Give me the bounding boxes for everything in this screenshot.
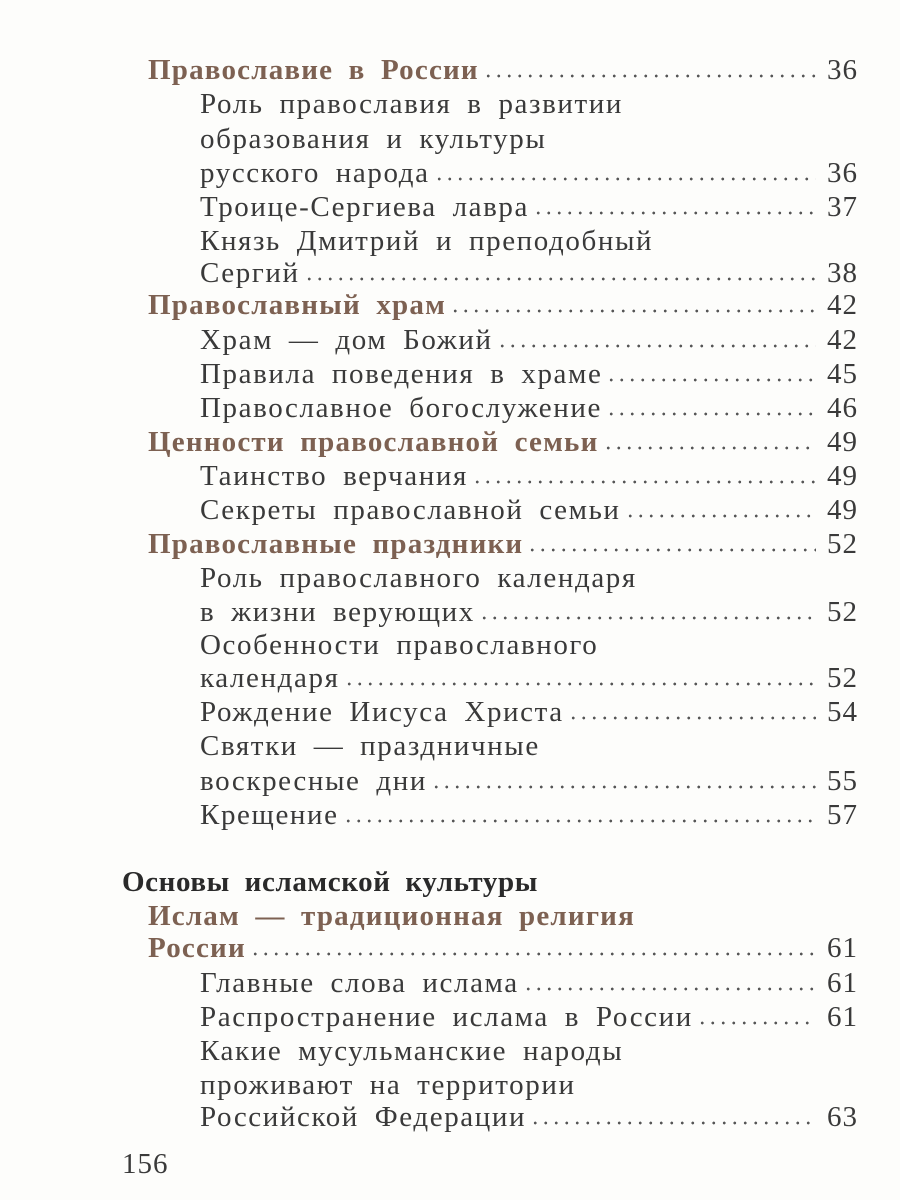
toc-page-number: 36 xyxy=(827,53,858,86)
toc-title: русского народа xyxy=(200,156,430,189)
toc-page-number: 55 xyxy=(827,764,858,797)
toc-entry xyxy=(200,255,858,291)
toc-title: Распространение ислама в России xyxy=(200,1000,693,1033)
toc-entry xyxy=(200,763,858,799)
toc-title: Православные праздники xyxy=(148,527,524,560)
toc-entry xyxy=(200,999,858,1035)
toc-title: Сергий xyxy=(200,256,300,289)
toc-page-number: 61 xyxy=(827,931,858,964)
dot-leader xyxy=(344,681,816,687)
toc-title: Таинство верчания xyxy=(200,459,468,492)
dot-leader xyxy=(527,547,816,553)
toc-entry xyxy=(200,694,858,730)
toc-entry xyxy=(200,390,858,426)
dot-leader xyxy=(697,1020,816,1026)
toc-title: в жизни верующих xyxy=(200,595,475,628)
toc-entry xyxy=(200,560,858,596)
toc-page-number: 63 xyxy=(827,1100,858,1133)
toc-section xyxy=(122,864,858,900)
toc-entry xyxy=(200,223,858,259)
dot-leader xyxy=(434,176,816,182)
toc-page-number: 45 xyxy=(827,357,858,390)
toc-title: Роль православия в развитии xyxy=(200,87,623,120)
toc-entry xyxy=(200,121,858,157)
dot-leader xyxy=(497,343,816,349)
toc-page-number: 38 xyxy=(827,256,858,289)
toc-title: России xyxy=(148,931,246,964)
toc-page-number: 52 xyxy=(827,661,858,694)
toc-page-number: 37 xyxy=(827,190,858,223)
toc-entry xyxy=(200,627,858,663)
toc-title: Основы исламской культуры xyxy=(122,865,538,898)
toc-page-number: 57 xyxy=(827,798,858,831)
toc-title: Секреты православной семьи xyxy=(200,493,621,526)
toc-chapter xyxy=(148,52,858,88)
toc-chapter xyxy=(148,930,858,966)
dot-leader xyxy=(479,615,816,621)
toc-title: воскресные дни xyxy=(200,764,427,797)
toc-title: Святки — праздничные xyxy=(200,729,540,762)
toc-page-number: 49 xyxy=(827,425,858,458)
toc-page-number: 42 xyxy=(827,323,858,356)
toc-title: Православное богослужение xyxy=(200,391,602,424)
toc-title: образования и культуры xyxy=(200,122,547,155)
dot-leader xyxy=(304,276,816,282)
toc-entry xyxy=(200,356,858,392)
dot-leader xyxy=(530,1120,816,1126)
toc-title: Какие мусульманские народы xyxy=(200,1034,624,1067)
toc-title: Крещение xyxy=(200,798,339,831)
toc-entry xyxy=(200,1099,858,1135)
dot-leader xyxy=(523,986,816,992)
toc-entry xyxy=(200,594,858,630)
dot-leader xyxy=(250,951,816,957)
toc-title: Храм — дом Божий xyxy=(200,323,493,356)
toc-chapter xyxy=(148,526,858,562)
toc-title: Главные слова ислама xyxy=(200,966,519,999)
dot-leader xyxy=(568,715,816,721)
dot-leader xyxy=(625,513,816,519)
toc-title: Православие в России xyxy=(148,53,479,86)
toc-title: Правила поведения в храме xyxy=(200,357,603,390)
dot-leader xyxy=(606,377,816,383)
toc-entry xyxy=(200,458,858,494)
toc-title: Ценности православной семьи xyxy=(148,425,599,458)
toc-chapter xyxy=(148,287,858,323)
dot-leader xyxy=(533,210,816,216)
toc-entry xyxy=(200,86,858,122)
toc-page-number: 52 xyxy=(827,527,858,560)
toc-title: Православный храм xyxy=(148,288,447,321)
toc-entry xyxy=(200,189,858,225)
toc-page-number: 46 xyxy=(827,391,858,424)
toc-page-number: 61 xyxy=(827,1000,858,1033)
toc-title: Особенности православного xyxy=(200,628,599,661)
toc-page-number: 42 xyxy=(827,288,858,321)
toc-entry xyxy=(200,797,858,833)
toc-title: Российской Федерации xyxy=(200,1100,527,1133)
dot-leader xyxy=(343,818,816,824)
toc-entry xyxy=(200,492,858,528)
dot-leader xyxy=(483,73,816,79)
toc-page-number: 49 xyxy=(827,459,858,492)
toc-title: Ислам — традиционная религия xyxy=(148,899,635,932)
dot-leader xyxy=(606,411,816,417)
dot-leader xyxy=(472,479,816,485)
toc-entry xyxy=(200,322,858,358)
dot-leader xyxy=(450,308,816,314)
toc-page-number: 61 xyxy=(827,966,858,999)
toc-title: Рождение Иисуса Христа xyxy=(200,695,564,728)
toc-title: проживают на территории xyxy=(200,1068,576,1101)
toc-title: Князь Дмитрий и преподобный xyxy=(200,224,654,257)
toc-title: Роль православного календаря xyxy=(200,561,637,594)
toc-entry xyxy=(200,660,858,696)
toc-title: календаря xyxy=(200,661,340,694)
page-number: 156 xyxy=(122,1148,169,1180)
toc-chapter xyxy=(148,424,858,460)
toc-page-number: 36 xyxy=(827,156,858,189)
toc-chapter xyxy=(148,898,858,934)
toc-page-number: 54 xyxy=(827,695,858,728)
toc-entry xyxy=(200,728,858,764)
dot-leader xyxy=(603,445,817,451)
toc-title: Троице-Сергиева лавра xyxy=(200,190,529,223)
toc-entry xyxy=(200,965,858,1001)
toc-entry xyxy=(200,1033,858,1069)
toc-page-number: 52 xyxy=(827,595,858,628)
toc-entry xyxy=(200,155,858,191)
toc-page-number: 49 xyxy=(827,493,858,526)
dot-leader xyxy=(431,784,816,790)
toc-entry xyxy=(200,1067,858,1103)
